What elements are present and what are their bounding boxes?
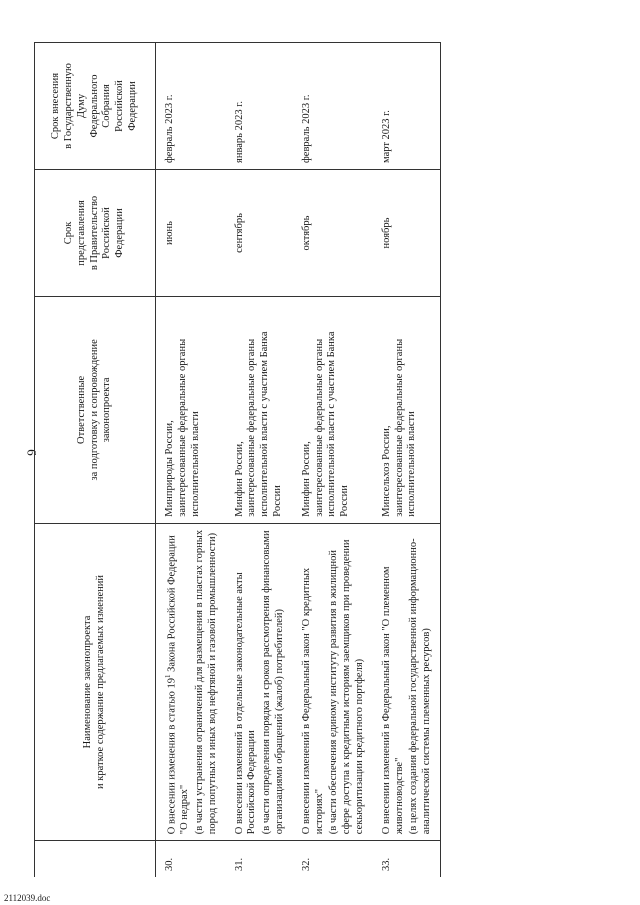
bill-title-text: О внесении изменений в отдельные законодательные акты Российской Федерации <box>233 572 258 835</box>
row-number: 33. <box>373 841 441 877</box>
header-responsible: Ответственные за подготовку и сопровождение законопроекта <box>35 296 156 523</box>
bill-name-cell <box>293 523 373 840</box>
table-row <box>226 43 293 878</box>
row-number: 31. <box>226 841 293 877</box>
responsible-cell <box>373 296 441 523</box>
bill-title-text-cont: Закона Российской Федерации "О недрах" <box>166 535 191 835</box>
legislation-plan-table <box>34 42 441 877</box>
bill-title-text: О внесении изменений в Федеральный закон "О племенном животноводстве" <box>380 566 405 835</box>
gov-term-cell: ноябрь <box>373 170 441 297</box>
bill-title-text: О внесении изменения в статью 19 <box>166 677 178 835</box>
responsible-cell <box>156 296 226 523</box>
bill-name-cell <box>156 523 226 840</box>
bill-description: (в целях создания федеральной государственной информационно-аналитической системы племенных ресурсов) <box>408 538 433 835</box>
gov-term-cell: сентябрь <box>226 170 293 297</box>
duma-term-cell: февраль 2023 г. <box>156 43 226 170</box>
page-number: 9 <box>24 449 39 456</box>
table-row <box>156 43 226 878</box>
duma-term-cell: январь 2023 г. <box>226 43 293 170</box>
bill-title <box>301 530 327 834</box>
responsible-cell <box>293 296 373 523</box>
bill-description: (в части обеспечения единому институту развития в жилищной сфере доступа к кредитным историям заемщиков при проведении секьюритизации кредитного портфеля) <box>328 539 366 835</box>
bill-description: (в части определения порядка и сроков рассмотрения финансовыми организациями обращений (жалоб) потребителей) <box>261 530 286 835</box>
bill-title <box>234 530 260 834</box>
gov-term-cell: июнь <box>156 170 226 297</box>
bill-title-superscript: 1 <box>164 674 172 678</box>
bill-title <box>164 530 192 834</box>
document-code: 2112039.doc <box>4 893 51 903</box>
row-number: 32. <box>293 841 373 877</box>
responsible-text: Минфин России, заинтересованные федеральные органы исполнительной власти с участием Банка России <box>233 331 284 517</box>
table-row <box>293 43 373 878</box>
responsible-text: Минсельхоз России, заинтересованные федеральные органы исполнительной власти <box>380 338 418 517</box>
bill-name-cell <box>226 523 293 840</box>
bill-title <box>381 530 407 834</box>
responsible-text: Минприроды России, заинтересованные федеральные органы исполнительной власти <box>164 338 201 517</box>
bill-description: (в части устранения ограничений для размещения в пластах горных пород попутных и иных вод нефтяной и газовой промышленности) <box>194 529 218 835</box>
header-name: Наименование законопроекта и краткое содержание предлагаемых изменений <box>35 523 156 840</box>
header-duma-term: Срок внесения в Государственную Думу Федерального Собрания Российской Федерации <box>35 43 156 170</box>
bill-name-cell <box>373 523 441 840</box>
bill-title-text: О внесении изменений в Федеральный закон "О кредитных историях" <box>300 567 325 835</box>
row-number: 30. <box>156 841 226 877</box>
duma-term-cell: февраль 2023 г. <box>293 43 373 170</box>
gov-term-cell: октябрь <box>293 170 373 297</box>
table-header-row <box>35 43 156 878</box>
header-num <box>35 841 156 877</box>
duma-term-cell: март 2023 г. <box>373 43 441 170</box>
header-gov-term: Срок представления в Правительство Российской Федерации <box>35 170 156 297</box>
responsible-cell <box>226 296 293 523</box>
responsible-text: Минфин России, заинтересованные федеральные органы исполнительной власти с участием Банка России <box>300 331 351 517</box>
table-row <box>373 43 441 878</box>
